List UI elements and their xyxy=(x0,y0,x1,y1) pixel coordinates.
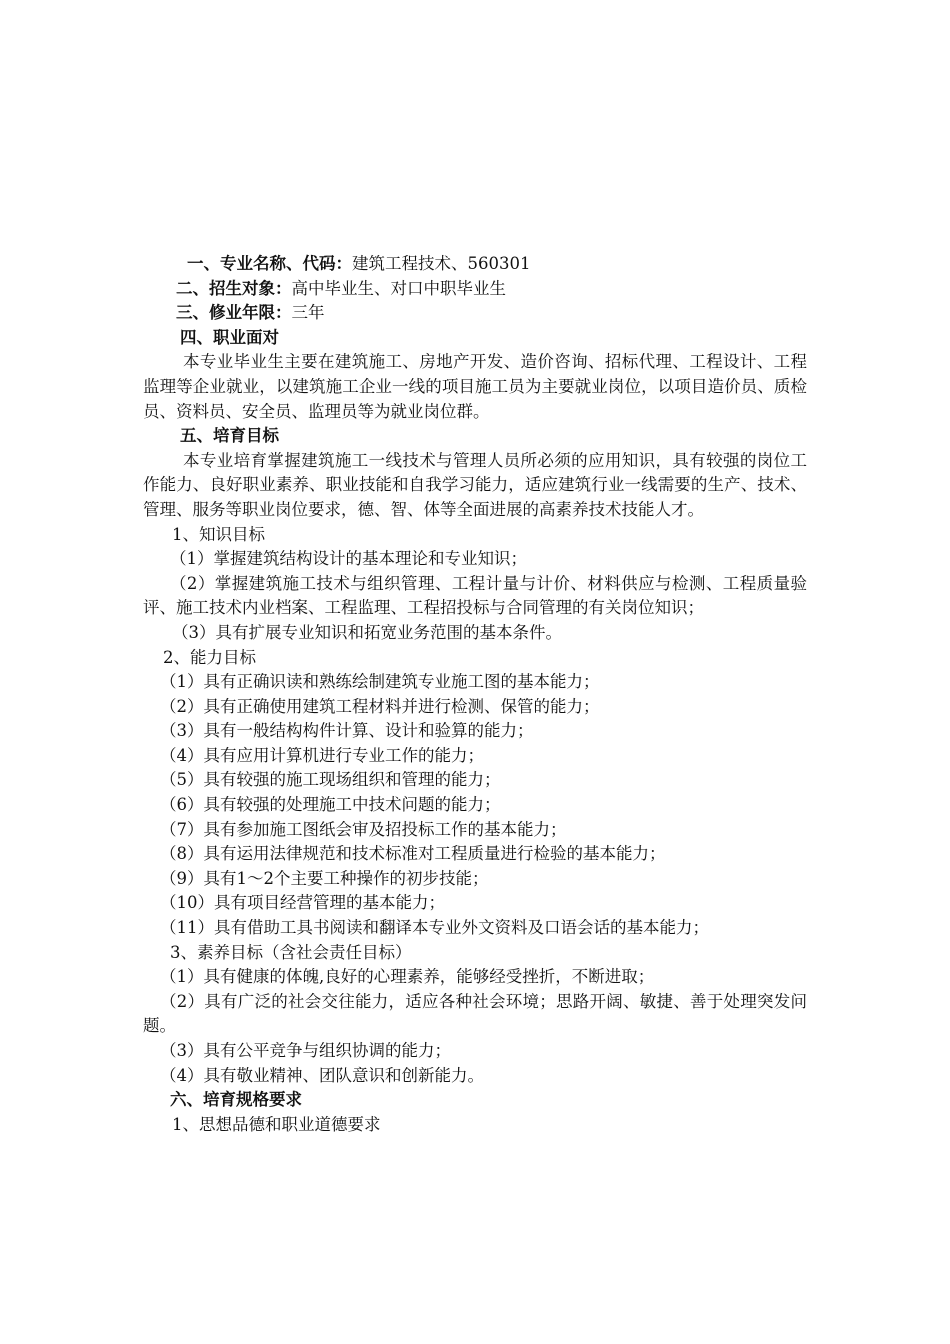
quality-item: （4）具有敬业精神、团队意识和创新能力。 xyxy=(160,1065,484,1085)
document-body xyxy=(143,252,807,1137)
ability-item: （6）具有较强的处理施工中技术问题的能力； xyxy=(160,795,501,815)
knowledge-item: （3）具有扩展专业知识和拓宽业务范围的基本条件。 xyxy=(172,622,562,642)
section-6-heading: 六、培育规格要求 xyxy=(170,1090,302,1110)
ability-item: （7）具有参加施工图纸会审及招投标工作的基本能力； xyxy=(160,819,567,839)
ability-item: （10）具有项目经营管理的基本能力； xyxy=(160,893,445,913)
ability-item: （11）具有借助工具书阅读和翻译本专业外文资料及口语会话的基本能力； xyxy=(160,918,709,938)
quality-item: （2）具有广泛的社会交往能力，适应各种社会环境；思路开阔、敏捷、善于处理突发问题。 xyxy=(143,991,807,1036)
section-1 xyxy=(143,252,807,277)
section-2-heading: 二、招生对象： xyxy=(176,278,292,298)
quality-item: （1）具有健康的体魄,良好的心理素养，能够经受挫折，不断进取； xyxy=(160,967,655,987)
section-1-text: 建筑工程技术、560301 xyxy=(352,254,531,273)
ability-item: （5）具有较强的施工现场组织和管理的能力； xyxy=(160,770,501,790)
knowledge-item: （2）掌握建筑施工技术与组织管理、工程计量与计价、材料供应与检测、工程质量验评、施工技术内业档案、工程监理、工程招投标与合同管理的有关岗位知识； xyxy=(143,573,807,618)
section-5-heading: 五、培育目标 xyxy=(180,426,279,446)
ability-item: （3）具有一般结构构件计算、设计和验算的能力； xyxy=(160,721,534,741)
section-4-paragraph: 本专业毕业生主要在建筑施工、房地产开发、造价咨询、招标代理、工程设计、工程监理等企业就业，以建筑施工企业一线的项目施工员为主要就业岗位，以项目造价员、质检员、资料员、安全员、监理员等为就业岗位群。 xyxy=(143,352,807,421)
ability-goals-title: 2、能力目标 xyxy=(163,647,256,667)
knowledge-item: （1）掌握建筑结构设计的基本理论和专业知识； xyxy=(170,549,527,569)
quality-goals-title: 3、素养目标（含社会责任目标） xyxy=(170,942,412,962)
ability-item: （8）具有运用法律规范和技术标准对工程质量进行检验的基本能力； xyxy=(160,844,666,864)
quality-item: （3）具有公平竞争与组织协调的能力； xyxy=(160,1041,451,1060)
section-2-text: 高中毕业生、对口中职毕业生 xyxy=(291,278,506,298)
knowledge-goals-title: 1、知识目标 xyxy=(172,524,265,544)
section-2 xyxy=(143,277,807,302)
section-1-heading: 一、专业名称、代码： xyxy=(187,254,352,273)
section-3-text: 三年 xyxy=(291,303,325,323)
section-4-heading: 四、职业面对 xyxy=(180,327,279,347)
section-3 xyxy=(143,301,807,326)
section-6-subtitle: 1、思想品德和职业道德要求 xyxy=(172,1114,381,1134)
ability-item: （4）具有应用计算机进行专业工作的能力； xyxy=(160,745,484,765)
section-3-heading: 三、修业年限： xyxy=(176,303,292,323)
ability-item: （2）具有正确使用建筑工程材料并进行检测、保管的能力； xyxy=(160,696,600,716)
ability-item: （1）具有正确识读和熟练绘制建筑专业施工图的基本能力； xyxy=(160,672,600,692)
section-5-paragraph: 本专业培育掌握建筑施工一线技术与管理人员所必须的应用知识，具有较强的岗位工作能力、良好职业素养、职业技能和自我学习能力，适应建筑行业一线需要的生产、技术、管理、服务等职业岗位要求，德、智、体等全面进展的高素养技术技能人才。 xyxy=(143,450,807,519)
ability-item: （9）具有1～2个主要工种操作的初步技能； xyxy=(160,868,489,888)
